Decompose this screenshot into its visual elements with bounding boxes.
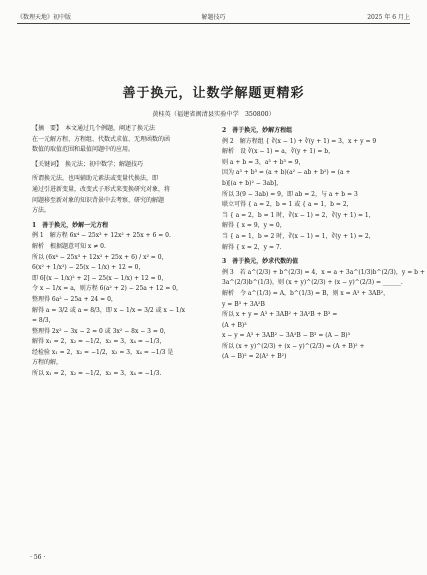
text-line: 所以 (x + y)^(2/3) + (x − y)^(2/3) = (A + B)² + xyxy=(222,342,365,350)
text-line: 所以 x + y = A³ + 3AB² + 3A²B + B³ = xyxy=(222,311,338,319)
text-line: 所谓换元法，也叫辅助元素法或变量代换法，即 xyxy=(32,175,159,183)
text-line: 所以 (6x⁴ − 25x³ + 12x² + 25x + 6) / x² = 0， xyxy=(32,253,168,261)
text-line: 2 善于换元，妙解方程组 xyxy=(222,127,293,134)
column-name: 解题技巧 xyxy=(201,14,226,21)
text-line: b)[(a + b)² − 3ab]， xyxy=(222,179,283,187)
text-line: x − y = A³ + 3AB² − 3A²B − B³ = (A − B)³ xyxy=(222,332,350,340)
text-line: 方程的解， xyxy=(32,359,63,367)
issue-date: 2025 年 6 月上 xyxy=(367,14,410,21)
text-line: 整理得 2x² − 3x − 2 = 0 或 3x² − 8x − 3 = 0， xyxy=(32,327,170,335)
text-line: 当 { a = 1，b = 2 时，∛(x − 1) = 1，∛(y + 1) = 2， xyxy=(222,232,375,240)
text-line: 例 1 解方程 6x⁴ − 25x³ + 12x² + 25x + 6 = 0. xyxy=(32,232,171,240)
text-line: 3 善于换元，妙求代数的值 xyxy=(222,258,299,266)
journal-name: 《数理天地》初中版 xyxy=(17,14,72,21)
text-line: 例 2 解方程组 { ∛(x − 1) + ∛(y + 1) = 3，x + y = 9 xyxy=(222,137,377,145)
text-line: 解得 { x = 2，y = 7. xyxy=(222,243,282,251)
text-line: 令 x − 1/x = a，则方程 6(a² + 2) − 25a + 12 = 0， xyxy=(32,285,183,293)
text-line: 因为 a³ + b³ = (a + b)(a² − ab + b²) = (a + xyxy=(222,169,351,177)
text-line: 整理得 6a² − 25a + 24 = 0， xyxy=(32,295,117,303)
right-column xyxy=(222,124,425,363)
text-line: 解析 设 ∛(x − 1) = a，∛(y + 1) = b， xyxy=(222,148,335,156)
text-line: 方法。 xyxy=(32,207,51,215)
article-author: 黄桂英（福建省闽清县实验中学 350800） xyxy=(152,111,275,118)
article-title: 善于换元，让数学解题更精彩 xyxy=(122,86,305,101)
text-line: (A − B)² = 2(A² + B²) xyxy=(222,353,287,361)
text-line: 6(x² + 1/x²) − 25(x − 1/x) + 12 = 0， xyxy=(32,264,145,272)
page-number: · 56 · xyxy=(30,554,46,561)
text-line: 联立可得 { a = 2，b = 1 或 { a = 1，b = 2， xyxy=(222,201,353,209)
text-line: 数值的取值范围和最值问题中的应用。 xyxy=(32,146,135,154)
text-line: = 8/3， xyxy=(32,317,55,325)
text-line: 即 6[(x − 1/x)² + 2] − 25(x − 1/x) + 12 = 0， xyxy=(32,274,168,282)
text-line: 解析 令 a^(1/3) = A，b^(1/3) = B，则 x = A³ + 3AB²， xyxy=(222,289,390,297)
text-line: 经检验 x₁ = 2，x₂ = −1/2，x₃ = 3，x₄ = −1/3 是 xyxy=(32,348,174,356)
text-line: 3a^(2/3)b^(1/3)，则 (x + y)^(2/3) + (x − y)^(2/3) = ______. xyxy=(222,279,403,287)
text-line: 1 善于换元，妙解一元方程 xyxy=(32,221,109,229)
text-line: 例 3 若 a^(2/3) + b^(2/3) = 4，x = a + 3a^(1/3)b^(2/3)，y = b + xyxy=(222,268,425,276)
text-line: 所以 3(9 − 3ab) = 9，即 ab = 2，与 a + b = 3 xyxy=(222,190,358,198)
text-line: 问题移至新对象的知识背景中去考察、研究的解题 xyxy=(32,196,165,204)
text-line: 在一元解方程、方程组、代数式求值、无理函数的函 xyxy=(32,135,171,143)
text-line: 解析 根据题意可知 x ≠ 0. xyxy=(32,242,106,250)
text-line: (A + B)³ xyxy=(222,321,247,329)
text-line: 解得 a = 3/2 或 a = 8/3，即 x − 1/x = 3/2 或 x − 1/x xyxy=(32,306,185,314)
left-column xyxy=(32,124,209,380)
text-line: 解得 { x = 9，y = 0， xyxy=(222,222,286,230)
text-line: 解得 x₁ = 2，x₂ = −1/2，x₃ = 3，x₄ = −1/3， xyxy=(32,338,166,346)
text-line: 当 { a = 2，b = 1 时，∛(x − 1) = 2，∛(y + 1) = 1， xyxy=(222,211,375,219)
text-line: 通过引进新变量，改变式子形式来变换研究对象，将 xyxy=(32,185,171,193)
header-divider xyxy=(17,23,410,24)
text-line: 【摘 要】 本文通过几个例题，阐述了换元法 xyxy=(32,125,156,132)
text-line: y = B³ + 3A²B xyxy=(222,300,265,308)
text-line: 则 a + b = 3，a³ + b³ = 9， xyxy=(222,158,305,166)
text-line: 所以 x₁ = 2，x₂ = −1/2，x₃ = 3，x₄ = −1/3. xyxy=(32,370,162,378)
text-line: 【关键词】 换元法；初中数学；解题技巧 xyxy=(32,160,144,168)
